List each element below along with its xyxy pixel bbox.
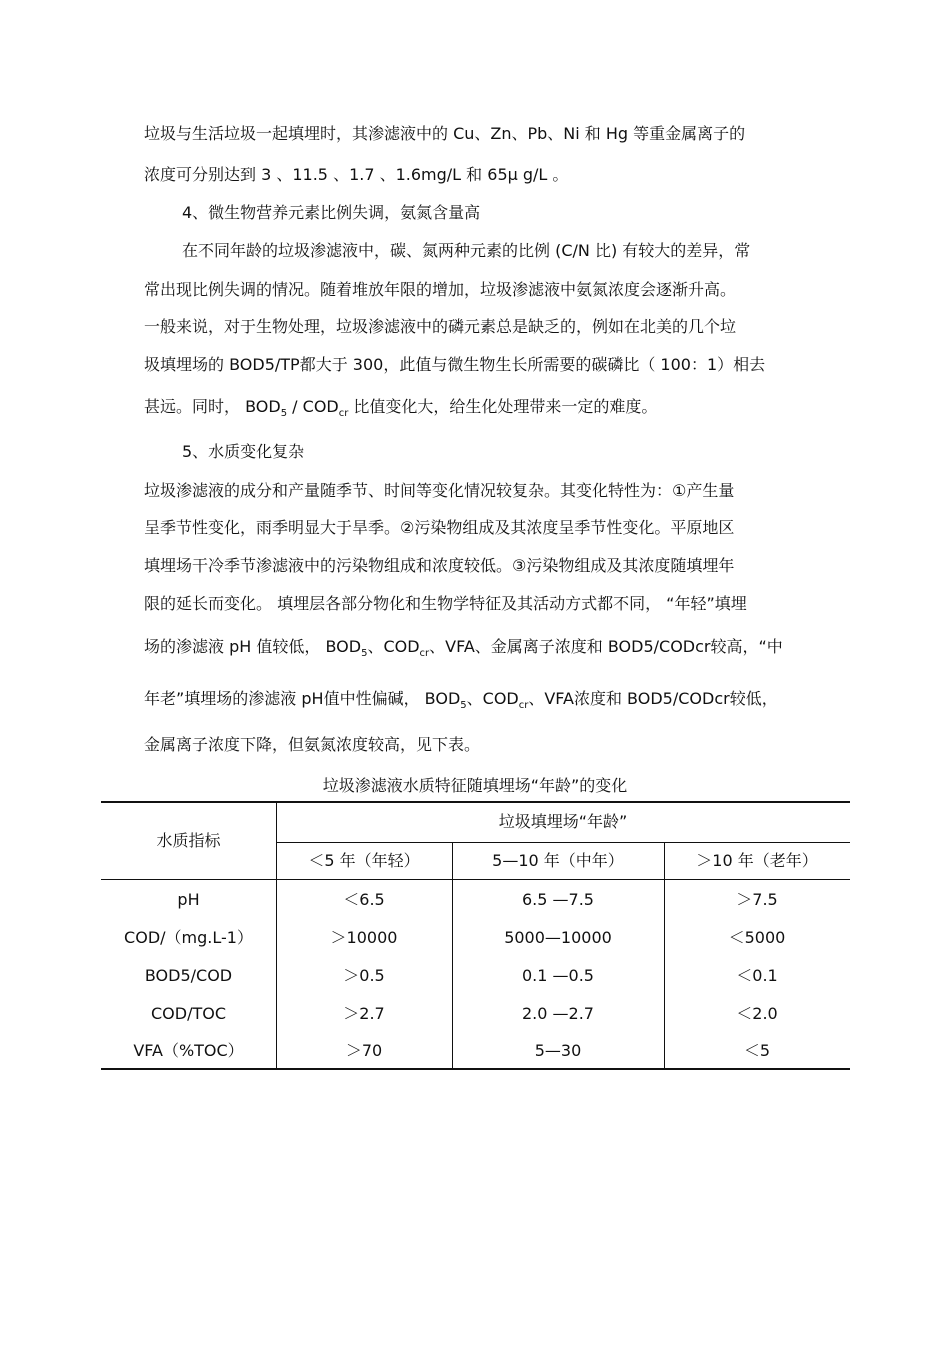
table-top-rule	[101, 801, 850, 803]
cell-middle: 2.0 —2.7	[522, 1004, 594, 1023]
cell-young: ＞70	[345, 1041, 383, 1060]
subscript: cr	[338, 408, 349, 420]
row-indicator: BOD5/COD	[144, 966, 233, 985]
text-run: 、VFA、金属离子浓度和 BOD5/CODcr较高，“中	[429, 637, 783, 656]
header-young: ＜5 年（年轻）	[308, 851, 420, 870]
table-bottom-rule	[101, 1068, 850, 1070]
cell-young: ＜6.5	[343, 890, 385, 909]
subscript: 5	[460, 700, 467, 712]
cell-middle: 5000—10000	[504, 928, 612, 947]
header-indicator: 水质指标	[156, 831, 221, 850]
text-run: 、COD	[466, 689, 519, 708]
cell-middle: 6.5 —7.5	[522, 890, 594, 909]
row-indicator: pH	[177, 890, 200, 909]
row-indicator: COD/（mg.L-1）	[124, 928, 253, 947]
cell-old: ＞7.5	[736, 890, 778, 909]
header-age-group: 垃圾填埋场“年龄”	[498, 812, 628, 831]
header-mid-rule	[276, 842, 850, 843]
paragraph-line: 填埋场干冷季节渗滤液中的污染物组成和浓度较低。③污染物组成及其浓度随填埋年	[144, 556, 735, 575]
paragraph-line: 金属离子浓度下降，但氨氮浓度较高，见下表。	[144, 735, 481, 754]
header-old: ＞10 年（老年）	[696, 851, 818, 870]
paragraph-line: 浓度可分别达到 3 、11.5 、1.7 、1.6mg/L 和 65μ g/L 。	[144, 165, 569, 184]
text-run: 比值变化大，给生化处理带来一定的难度。	[348, 397, 658, 416]
subscript: 5	[361, 648, 368, 660]
header-middle: 5—10 年（中年）	[492, 851, 624, 870]
paragraph-line: 一般来说，对于生物处理，垃圾渗滤液中的磷元素总是缺乏的，例如在北美的几个垃	[144, 317, 737, 336]
paragraph-line: 在不同年龄的垃圾渗滤液中，碳、氮两种元素的比例 (C/N 比) 有较大的差异，常	[182, 241, 751, 260]
subscript: cr	[419, 648, 430, 660]
cell-old: ＜2.0	[736, 1004, 778, 1023]
paragraph-line: 限的延长而变化。 填埋层各部分物化和生物学特征及其活动方式都不同， “年轻”填埋	[144, 594, 747, 613]
cell-old: ＜5	[743, 1041, 771, 1060]
cell-young: ＞2.7	[343, 1004, 385, 1023]
text-run: 甚远。同时， BOD	[144, 397, 281, 416]
cell-old: ＜5000	[728, 928, 786, 947]
cell-young: ＞10000	[330, 928, 398, 947]
paragraph-line: 常出现比例失调的情况。随着堆放年限的增加，垃圾渗滤液中氨氮浓度会逐渐升高。	[144, 280, 737, 299]
text-run: 、VFA浓度和 BOD5/CODcr较低，	[528, 689, 778, 708]
paragraph-line	[144, 637, 783, 664]
paragraph-line: 垃圾与生活垃圾一起填埋时，其渗滤液中的 Cu、Zn、Pb、Ni 和 Hg 等重金属离子的	[144, 124, 746, 143]
table-caption: 垃圾渗滤液水质特征随填埋场“年龄”的变化	[322, 776, 628, 795]
cell-middle: 0.1 —0.5	[522, 966, 594, 985]
header-bottom-rule	[101, 879, 850, 880]
section-heading-4: 4、微生物营养元素比例失调，氨氮含量高	[182, 203, 481, 222]
cell-old: ＜0.1	[736, 966, 778, 985]
col-divider	[664, 842, 665, 1070]
text-run: 、COD	[367, 637, 420, 656]
cell-young: ＞0.5	[343, 966, 385, 985]
subscript: 5	[280, 408, 288, 420]
text-run: 年老”填埋场的渗滤液 pH值中性偏碱， BOD	[144, 689, 461, 708]
cell-middle: 5—30	[534, 1041, 582, 1060]
row-indicator: COD/TOC	[150, 1004, 226, 1023]
text-run: / COD	[287, 397, 339, 416]
col-divider	[452, 842, 453, 1070]
section-heading-5: 5、水质变化复杂	[182, 442, 305, 461]
paragraph-line	[144, 689, 778, 716]
subscript: cr	[518, 700, 529, 712]
paragraph-line: 圾填埋场的 BOD5/TP都大于 300，此值与微生物生长所需要的碳磷比（ 100：1）相去	[144, 355, 766, 374]
paragraph-line: 垃圾渗滤液的成分和产量随季节、时间等变化情况较复杂。其变化特性为：①产生量	[144, 481, 735, 500]
water-quality-table	[101, 801, 850, 1070]
row-indicator: VFA（%TOC）	[133, 1041, 244, 1060]
paragraph-line	[144, 397, 657, 424]
paragraph-line: 呈季节性变化，雨季明显大于旱季。②污染物组成及其浓度呈季节性变化。平原地区	[144, 518, 735, 537]
text-run: 场的渗滤液 pH 值较低， BOD	[144, 637, 362, 656]
